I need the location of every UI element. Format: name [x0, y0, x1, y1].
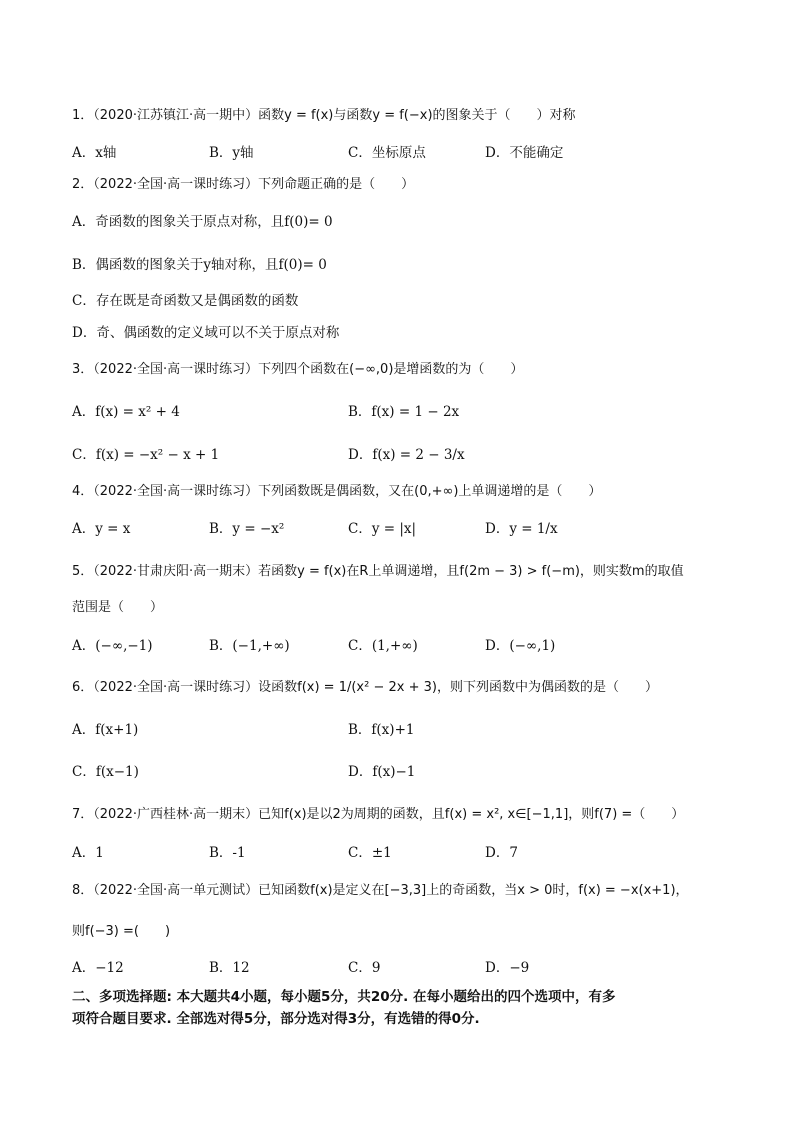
question-4-stem: 4．（2022·全国·高一课时练习）下列函数既是偶函数，又在(0,+∞)上单调递增的是（ ） — [72, 484, 602, 499]
question-6-stem: 6．（2022·全国·高一课时练习）设函数f(x) = 1/(x² − 2x + 3)，则下列函数中为偶函数的是（ ） — [72, 680, 658, 695]
q2-option-c: C．存在既是奇函数又是偶函数的函数 — [72, 293, 299, 309]
q4-option-a: A．y = x — [72, 521, 131, 537]
q7-option-d: D．7 — [485, 845, 518, 861]
q5-option-c: C．(1,+∞) — [348, 638, 418, 654]
q4-option-b: B．y = −x² — [209, 521, 285, 537]
q7-option-a: A．1 — [72, 845, 104, 861]
question-5-stem-cont: 范围是（ ） — [72, 600, 164, 615]
q4-option-c: C．y = |x| — [348, 521, 417, 537]
q7-option-b: B．-1 — [209, 845, 246, 861]
q5-option-b: B．(−1,+∞) — [209, 638, 290, 654]
q8-option-d: D．−9 — [485, 960, 530, 976]
q8-option-a: A．−12 — [72, 960, 124, 976]
q5-option-a: A．(−∞,−1) — [72, 638, 153, 654]
question-7-stem: 7．（2022·广西桂林·高一期末）已知f(x)是以2为周期的函数，且f(x) = x², x∈[−1,1]，则f(7) =（ ） — [72, 807, 685, 822]
q4-option-d: D．y = 1/x — [485, 521, 558, 537]
question-2-stem: 2．（2022·全国·高一课时练习）下列命题正确的是（ ） — [72, 177, 415, 192]
q1-option-b: B．y轴 — [209, 145, 254, 161]
q8-option-b: B．12 — [209, 960, 250, 976]
question-3-stem: 3．（2022·全国·高一课时练习）下列四个函数在(−∞,0)是增函数的为（ ） — [72, 362, 524, 377]
q3-option-a: A．f(x) = x² + 4 — [72, 404, 180, 420]
q3-option-c: C．f(x) = −x² − x + 1 — [72, 447, 220, 463]
q6-option-c: C．f(x−1) — [72, 764, 139, 780]
q2-option-a: A．奇函数的图象关于原点对称，且f(0)= 0 — [72, 214, 333, 230]
q6-option-a: A．f(x+1) — [72, 722, 139, 738]
section-2-heading-cont: 项符合题目要求. 全部选对得5分，部分选对得3分，有选错的得0分. — [72, 1011, 480, 1027]
question-8-stem-cont: 则f(−3) =( ) — [72, 924, 171, 939]
q8-option-c: C．9 — [348, 960, 381, 976]
question-1-stem: 1．（2020·江苏镇江·高一期中）函数y = f(x)与函数y = f(−x)的图象关于（ ）对称 — [72, 108, 576, 123]
q2-option-b: B．偶函数的图象关于y轴对称，且f(0)= 0 — [72, 257, 327, 273]
section-2-heading: 二、多项选择题: 本大题共4小题，每小题5分，共20分. 在每小题给出的四个选项中，有多 — [72, 989, 616, 1005]
q1-option-a: A．x轴 — [72, 145, 117, 161]
q2-option-d: D．奇、偶函数的定义域可以不关于原点对称 — [72, 325, 340, 341]
q1-option-c: C．坐标原点 — [348, 145, 426, 161]
q6-option-d: D．f(x)−1 — [348, 764, 416, 780]
q5-option-d: D．(−∞,1) — [485, 638, 556, 654]
question-5-stem: 5．（2022·甘肃庆阳·高一期末）若函数y = f(x)在R上单调递增，且f(2m − 3) > f(−m)，则实数m的取值 — [72, 564, 684, 579]
q1-option-d: D．不能确定 — [485, 145, 564, 161]
q3-option-d: D．f(x) = 2 − 3/x — [348, 447, 465, 463]
q3-option-b: B．f(x) = 1 − 2x — [348, 404, 460, 420]
q7-option-c: C．±1 — [348, 845, 392, 861]
question-8-stem: 8．（2022·全国·高一单元测试）已知函数f(x)是定义在[−3,3]上的奇函数，当x > 0时，f(x) = −x(x+1)， — [72, 883, 689, 898]
q6-option-b: B．f(x)+1 — [348, 722, 415, 738]
